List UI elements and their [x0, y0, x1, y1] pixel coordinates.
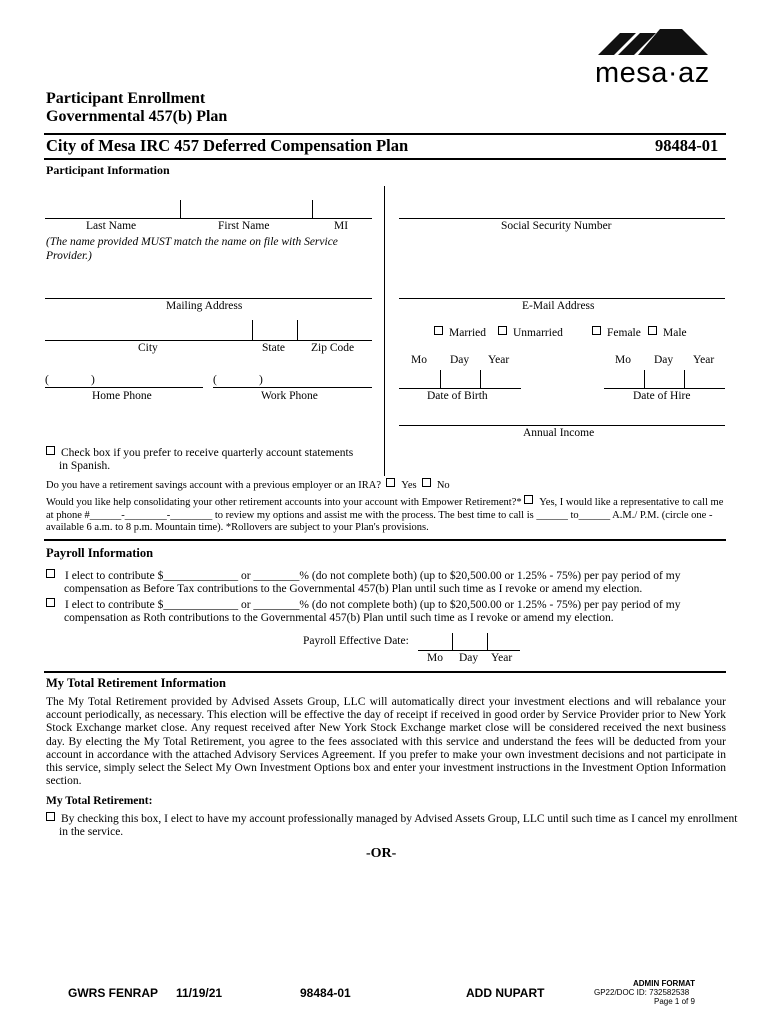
before-tax-option[interactable] — [46, 569, 744, 596]
mesa-az-logo-icon — [598, 27, 718, 59]
doh-mo-label: Mo — [615, 354, 631, 366]
payroll-rule — [44, 539, 726, 541]
work-phone-close-paren: ) — [259, 374, 263, 386]
name-divider — [312, 200, 313, 218]
prev-employer-question: Do you have a retirement savings account with a previous employer or an IRA? — [46, 480, 382, 491]
ssn-input-line[interactable] — [399, 218, 725, 219]
doh-label: Date of Hire — [633, 390, 691, 402]
center-divider — [384, 186, 385, 476]
unmarried-option[interactable] — [498, 326, 563, 339]
email-label: E-Mail Address — [522, 300, 595, 312]
title-line-1: Participant Enrollment — [46, 90, 206, 107]
spanish-checkbox[interactable] — [46, 446, 55, 455]
roth-checkbox[interactable] — [46, 598, 55, 607]
dob-divider — [480, 370, 481, 388]
before-tax-text: I elect to contribute $_____________ or ________% (do not complete both) (up to $20,500.00 or 1.25% - 75%) per pay period of my compensation as Before Tax contributions to the Governmental 457(b) Plan until such time as I revoke or amend my election. — [64, 570, 681, 596]
doh-day-label: Day — [654, 354, 674, 366]
doh-divider — [644, 370, 645, 388]
female-checkbox[interactable] — [592, 326, 601, 335]
footer-date: 11/19/21 — [176, 986, 223, 1000]
prev-employer-yes-label: Yes — [401, 480, 417, 491]
home-phone-close-paren: ) — [91, 374, 95, 386]
plan-number: 98484-01 — [655, 136, 719, 155]
mailing-address-line[interactable] — [45, 298, 372, 299]
mtr-subhead: My Total Retirement: — [46, 795, 153, 807]
first-name-label: First Name — [218, 220, 270, 232]
effective-date-divider — [487, 633, 488, 650]
work-phone-label: Work Phone — [261, 390, 318, 402]
participant-section-title: Participant Information — [46, 163, 170, 177]
footer-doc-id: GP22/DOC ID: 732582538 — [594, 988, 690, 997]
effective-day-label: Day — [459, 652, 479, 664]
home-phone-input-line[interactable] — [45, 387, 203, 388]
name-note: (The name provided MUST match the name on file with Service Provider.) — [46, 236, 338, 262]
city-label: City — [138, 342, 158, 354]
consolidate-paragraph — [46, 495, 728, 535]
male-option[interactable] — [648, 326, 687, 339]
dob-input-line[interactable] — [399, 388, 521, 389]
footer-plan-number: 98484-01 — [300, 986, 351, 1000]
annual-income-input-line[interactable] — [399, 425, 725, 426]
logo-wordmark: mesa·az — [595, 57, 710, 89]
dob-label: Date of Birth — [427, 390, 488, 402]
mailing-address-label: Mailing Address — [166, 300, 243, 312]
spanish-label: Check box if you prefer to receive quarterly account statements in Spanish. — [59, 447, 354, 473]
prev-employer-no-checkbox[interactable] — [422, 478, 431, 487]
mi-label: MI — [334, 220, 349, 232]
doh-divider — [684, 370, 685, 388]
female-option[interactable] — [592, 326, 641, 339]
before-tax-checkbox[interactable] — [46, 569, 55, 578]
unmarried-label: Unmarried — [513, 327, 563, 339]
footer-admin-format: ADMIN FORMAT — [633, 979, 696, 988]
name-divider — [180, 200, 181, 218]
city-divider — [252, 320, 253, 340]
married-option[interactable] — [434, 326, 486, 339]
annual-income-label: Annual Income — [523, 427, 595, 439]
home-phone-open-paren: ( — [45, 374, 49, 386]
consolidate-details: to call me at phone #______-________-________ to review my options and assist me with the process. The best time to call is ______ to______ A.M./ P.M. (circle one - available 6 a.m. to 8 p.m. Mountain time). *Rollovers are subject to your Plan's provisions. — [46, 497, 724, 533]
header-rule — [44, 133, 726, 135]
footer-form-code: GWRS FENRAP — [68, 986, 158, 1000]
doh-input-line[interactable] — [604, 388, 725, 389]
or-separator: -OR- — [366, 846, 397, 861]
effective-year-label: Year — [491, 652, 513, 664]
consolidate-question: Would you like help consolidating your other retirement accounts into your account with Empower Retirement?* — [46, 497, 522, 508]
payroll-effective-date-input[interactable] — [418, 650, 520, 651]
city-state-zip-line[interactable] — [45, 340, 372, 341]
female-label: Female — [607, 327, 641, 339]
title-line-2: Governmental 457(b) Plan — [46, 108, 228, 125]
dob-year-label: Year — [488, 354, 510, 366]
mtr-checkbox-text: By checking this box, I elect to have my account professionally managed by Advised Assets Group, LLC until such time as I cancel my enrollment in the service. — [59, 813, 738, 839]
footer-add-nupart: ADD NUPART — [466, 986, 545, 1000]
work-phone-input-line[interactable] — [213, 387, 372, 388]
consolidate-yes-label: Yes, I would like a representative — [539, 497, 680, 508]
married-label: Married — [449, 327, 487, 339]
dob-mo-label: Mo — [411, 354, 427, 366]
male-checkbox[interactable] — [648, 326, 657, 335]
prev-employer-yes-checkbox[interactable] — [386, 478, 395, 487]
footer-page: Page 1 of 9 — [654, 997, 695, 1006]
last-name-label: Last Name — [86, 220, 137, 232]
consolidate-yes-checkbox[interactable] — [524, 495, 533, 504]
prev-employer-no-label: No — [436, 480, 450, 491]
plan-rule — [44, 158, 726, 160]
effective-date-divider — [452, 633, 453, 650]
mtr-option[interactable] — [46, 812, 739, 839]
roth-text: I elect to contribute $_____________ or ________% (do not complete both) (up to $20,500.00 or 1.25% - 75%) per pay period of my compensation as Roth contributions to the Governmental 457(b) Plan until such time as I revoke or amend my election. — [64, 599, 681, 625]
work-phone-open-paren: ( — [213, 374, 217, 386]
ssn-label: Social Security Number — [501, 220, 612, 232]
mtr-section-title: My Total Retirement Information — [46, 676, 226, 690]
email-input-line[interactable] — [399, 298, 725, 299]
roth-option[interactable] — [46, 598, 744, 625]
male-label: Male — [663, 327, 687, 339]
payroll-section-title: Payroll Information — [46, 546, 154, 560]
dob-day-label: Day — [450, 354, 470, 366]
effective-mo-label: Mo — [427, 652, 443, 664]
spanish-option[interactable] — [46, 446, 359, 473]
unmarried-checkbox[interactable] — [498, 326, 507, 335]
mtr-checkbox[interactable] — [46, 812, 55, 821]
mtr-rule — [44, 671, 726, 673]
payroll-effective-date-label: Payroll Effective Date: — [303, 635, 409, 647]
doh-year-label: Year — [693, 354, 715, 366]
city-divider — [297, 320, 298, 340]
state-label: State — [262, 342, 285, 354]
prev-employer-row — [46, 478, 450, 491]
plan-name: City of Mesa IRC 457 Deferred Compensation Plan — [46, 136, 409, 155]
zip-label: Zip Code — [311, 342, 355, 354]
name-input-line[interactable] — [45, 218, 372, 219]
married-checkbox[interactable] — [434, 326, 443, 335]
dob-divider — [440, 370, 441, 388]
mtr-body: The My Total Retirement provided by Advised Assets Group, LLC will automatically direct your investment elections and will rebalance your account periodically, as necessary. This election will be effective the day of receipt if received in good order by Service Provider prior to New York Stock Exchange market close. Any request received after New York Stock Exchange market close will be considered received the next business day. By electing the My Total Retirement, you agree to the fees associated with this service and understand the fees will be deducted from your account in accordance with the attached Advisory Services Agreement. If you prefer to make your own investment decisions and not participate in this service, simply select the Select My Own Investment Options box and enter your investment instructions in the Investment Option Information section. — [46, 696, 726, 788]
home-phone-label: Home Phone — [92, 390, 152, 402]
